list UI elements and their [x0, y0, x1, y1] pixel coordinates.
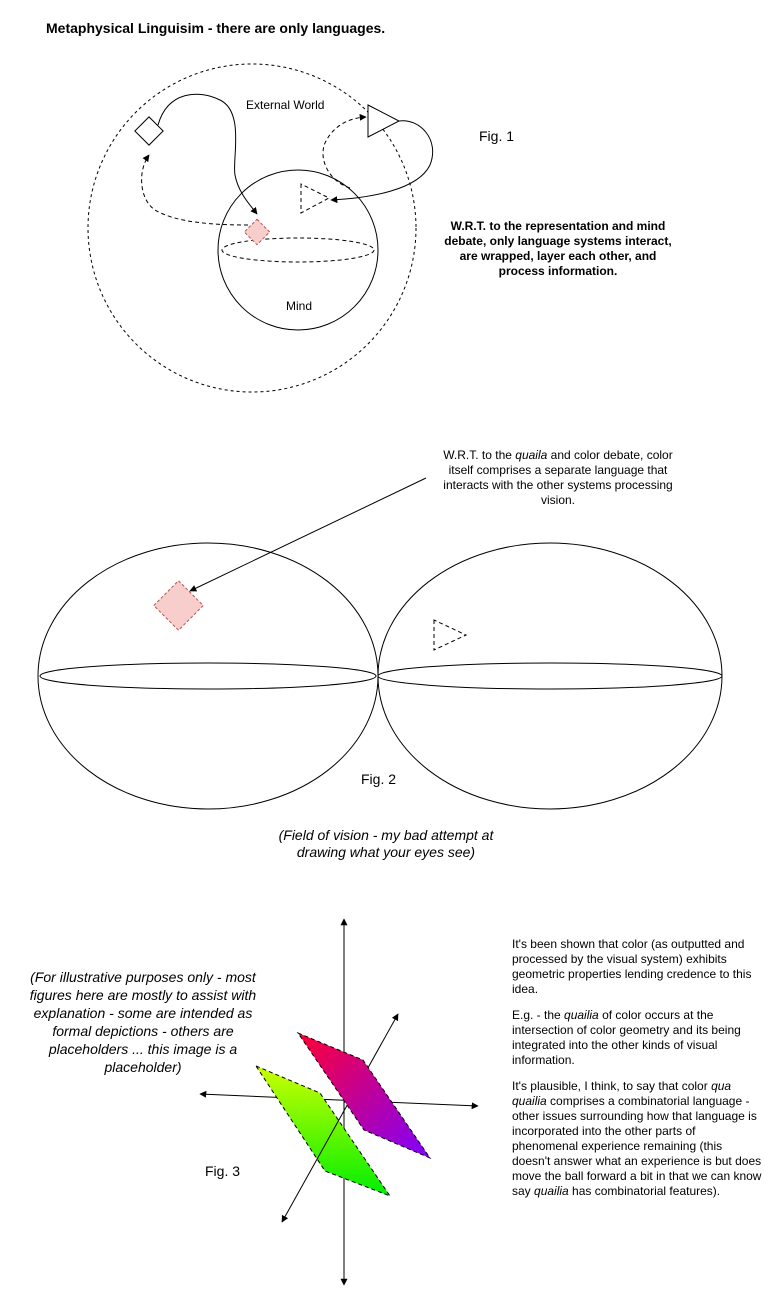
fig3-caption: (For illustrative purposes only - most figures here are mostly to assist with explanation - some are intended as formal depictions - others are placeholders ... this image is a placeholder): [29, 969, 257, 1075]
para3-italic-2: quailia: [534, 1184, 569, 1198]
fig3-paragraph-2: [512, 1008, 762, 1068]
para2-italic: quailia: [564, 1008, 599, 1022]
fig2-note-part2: and color debate, color itself comprises a separate language that interacts with the other systems processing vision.: [443, 448, 673, 507]
mind-to-diamond-dashed-arrow: [142, 155, 248, 225]
fig2-note-part1: W.R.T. to the: [443, 448, 516, 462]
para3-part-b: comprises a combinatorial language - other issues surrounding how that language is incorporated into the other parts of phenomenal experience remaining (this doesn't answer what an experience is but does move the ball forward a bit in that we can know say: [512, 1094, 762, 1198]
mind-equator: [222, 238, 374, 262]
fig1-label: Fig. 1: [479, 128, 515, 144]
color-note-arrow: [190, 478, 426, 591]
external-triangle-shape: [368, 105, 399, 137]
fig3-label: Fig. 3: [205, 1163, 241, 1179]
left-eye-equator: [40, 663, 376, 689]
right-eye-sphere: [378, 543, 722, 809]
para2-part-a: E.g. - the: [512, 1008, 565, 1022]
fig3-paragraph-3: [512, 1079, 762, 1199]
external-world-label: External World: [246, 98, 325, 112]
mind-dashed-triangle: [301, 184, 329, 213]
fig2-note-italic: quaila: [515, 448, 548, 462]
diamond-to-mind-arrow: [158, 94, 257, 214]
mind-label: Mind: [286, 299, 313, 313]
fig2-note: [436, 448, 680, 508]
para3-italic-1: qua quailia: [512, 1079, 732, 1108]
fig1-note: W.R.T. to the representation and mind debate, only language systems interact, are wrapped, layer each other, and process information.: [444, 219, 672, 278]
fig2-label: Fig. 2: [361, 771, 397, 787]
triangle-to-mind-arrow: [331, 121, 433, 200]
para3-part-c: has combinatorial features).: [568, 1184, 721, 1198]
horizontal-axis: [200, 1094, 478, 1106]
right-eye-equator: [378, 663, 722, 689]
fig3-paragraph-1: It's been shown that color (as outputted and processed by the visual system) exhibits geometric properties lending credence to this idea.: [512, 937, 752, 996]
fig2-caption: (Field of vision - my bad attempt at drawing what your eyes see): [278, 827, 494, 860]
page-title: Metaphysical Linguisim - there are only languages.: [46, 20, 386, 36]
vision-dashed-triangle: [434, 620, 466, 650]
para3-part-a: It's plausible, I think, to say that color: [512, 1079, 712, 1093]
fig2-diagram: [38, 478, 722, 809]
para2-part-b: of color occurs at the intersection of color geometry and its being integrated into the other kinds of visual information.: [512, 1008, 741, 1067]
mind-to-triangle-dashed-arrow: [323, 117, 366, 188]
fig1-diagram: [88, 64, 433, 392]
